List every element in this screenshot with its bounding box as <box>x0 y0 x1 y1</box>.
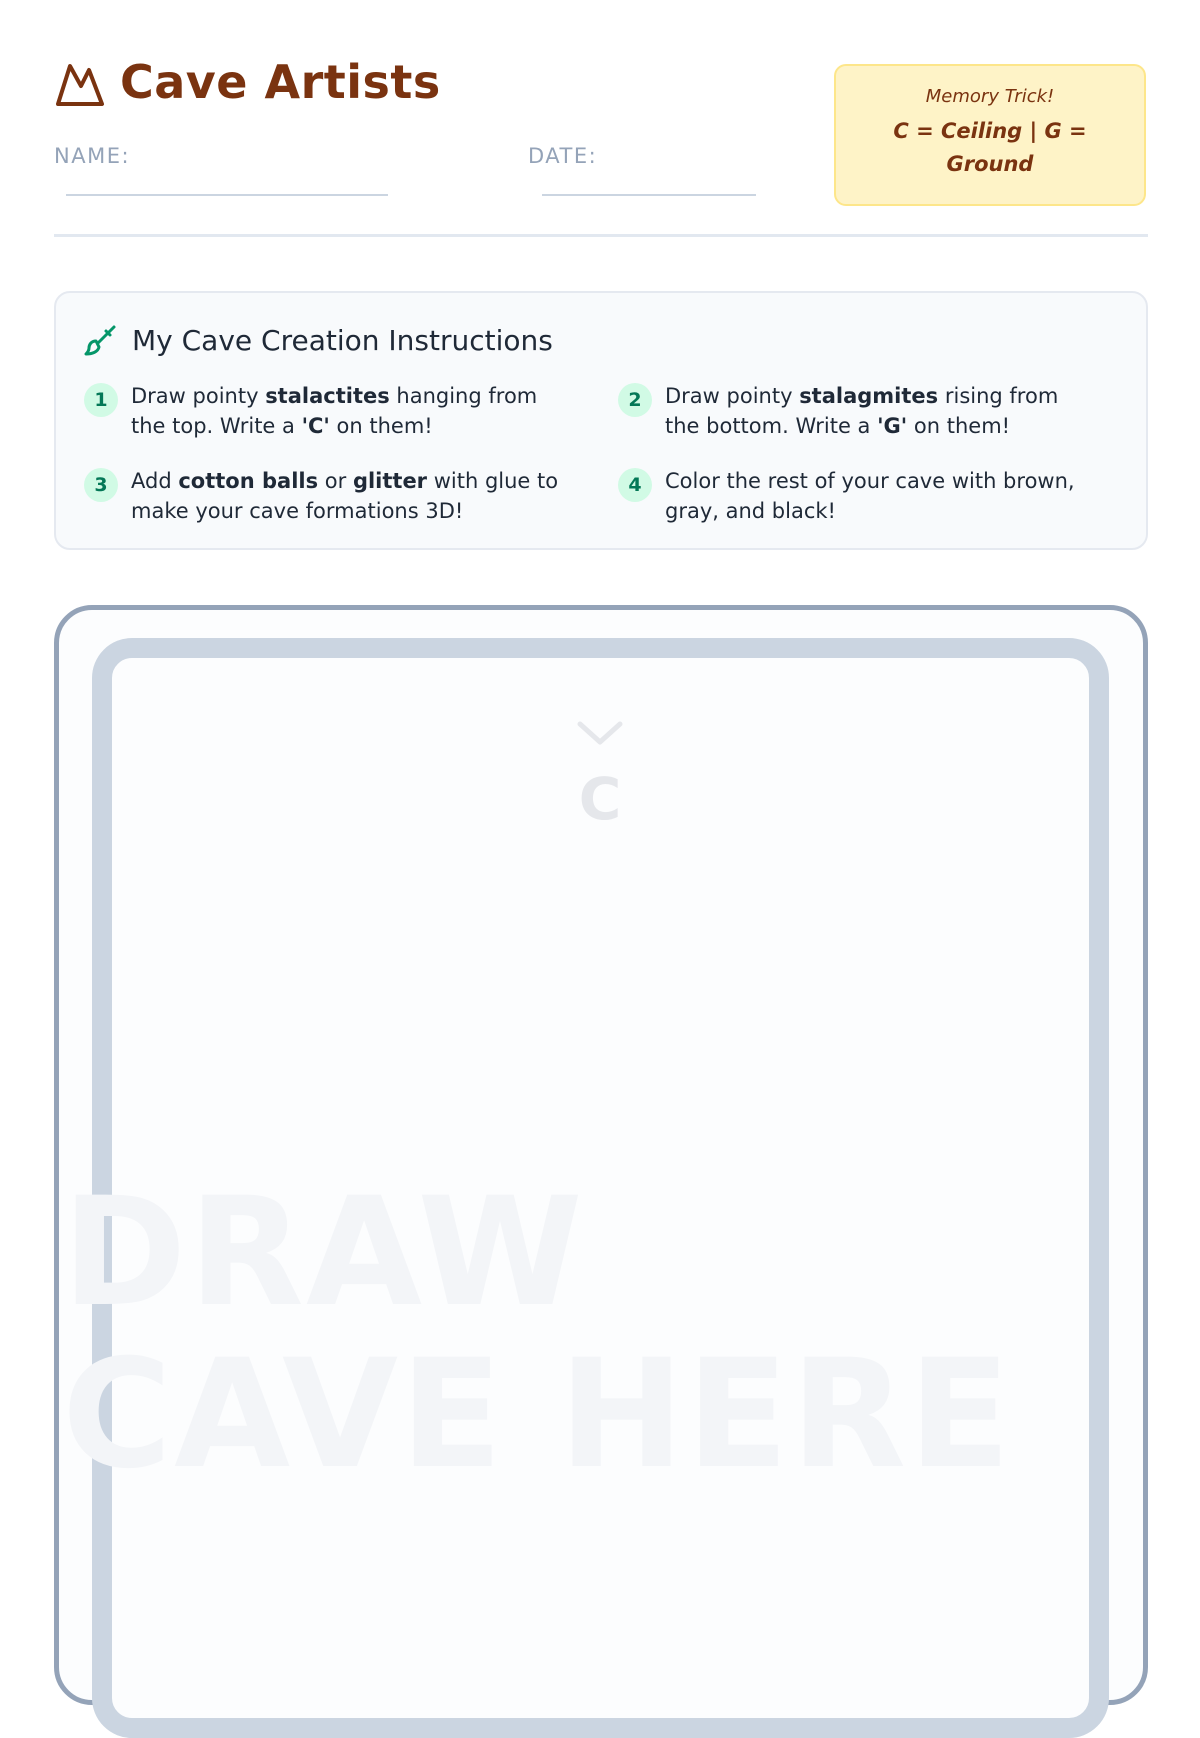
step-1 <box>84 381 564 441</box>
step-text: Draw pointy stalagmites rising from the bottom. Write a 'G' on them! <box>665 384 1059 438</box>
worksheet-header <box>54 52 1148 236</box>
step-4 <box>618 466 1098 526</box>
name-field[interactable] <box>66 194 388 196</box>
step-number: 1 <box>84 383 118 417</box>
step-number: 4 <box>618 468 652 502</box>
watermark-line-2: CAVE HERE <box>62 1328 1013 1502</box>
instructions-header <box>84 323 553 357</box>
mountain-icon <box>54 56 106 108</box>
ceiling-letter: C <box>578 765 622 833</box>
instructions-title: My Cave Creation Instructions <box>132 323 553 357</box>
watermark-line-1: DRAW <box>62 1166 585 1340</box>
step-3 <box>84 466 564 526</box>
memory-trick-text: C = Ceiling | G = Ground <box>893 119 1087 176</box>
memory-trick-label: Memory Trick! <box>925 86 1055 107</box>
step-number: 3 <box>84 468 118 502</box>
step-text: Add cotton balls or glitter with glue to make your cave formations 3D! <box>131 469 559 523</box>
step-2 <box>618 381 1098 441</box>
step-text: Color the rest of your cave with brown, gray, and black! <box>665 469 1075 523</box>
memory-trick-box <box>834 64 1146 206</box>
name-label: NAME: <box>54 144 131 168</box>
draw-cave-watermark <box>62 1166 1122 1502</box>
header-divider <box>54 234 1148 237</box>
chevron-down-icon <box>576 718 624 748</box>
paintbrush-icon <box>84 323 118 357</box>
step-number: 2 <box>618 383 652 417</box>
instructions-card <box>54 291 1148 550</box>
page-title: Cave Artists <box>120 55 441 109</box>
step-text: Draw pointy stalactites hanging from the top. Write a 'C' on them! <box>131 384 538 438</box>
date-field[interactable] <box>542 194 756 196</box>
title-row <box>54 52 441 112</box>
date-label: DATE: <box>528 144 598 168</box>
